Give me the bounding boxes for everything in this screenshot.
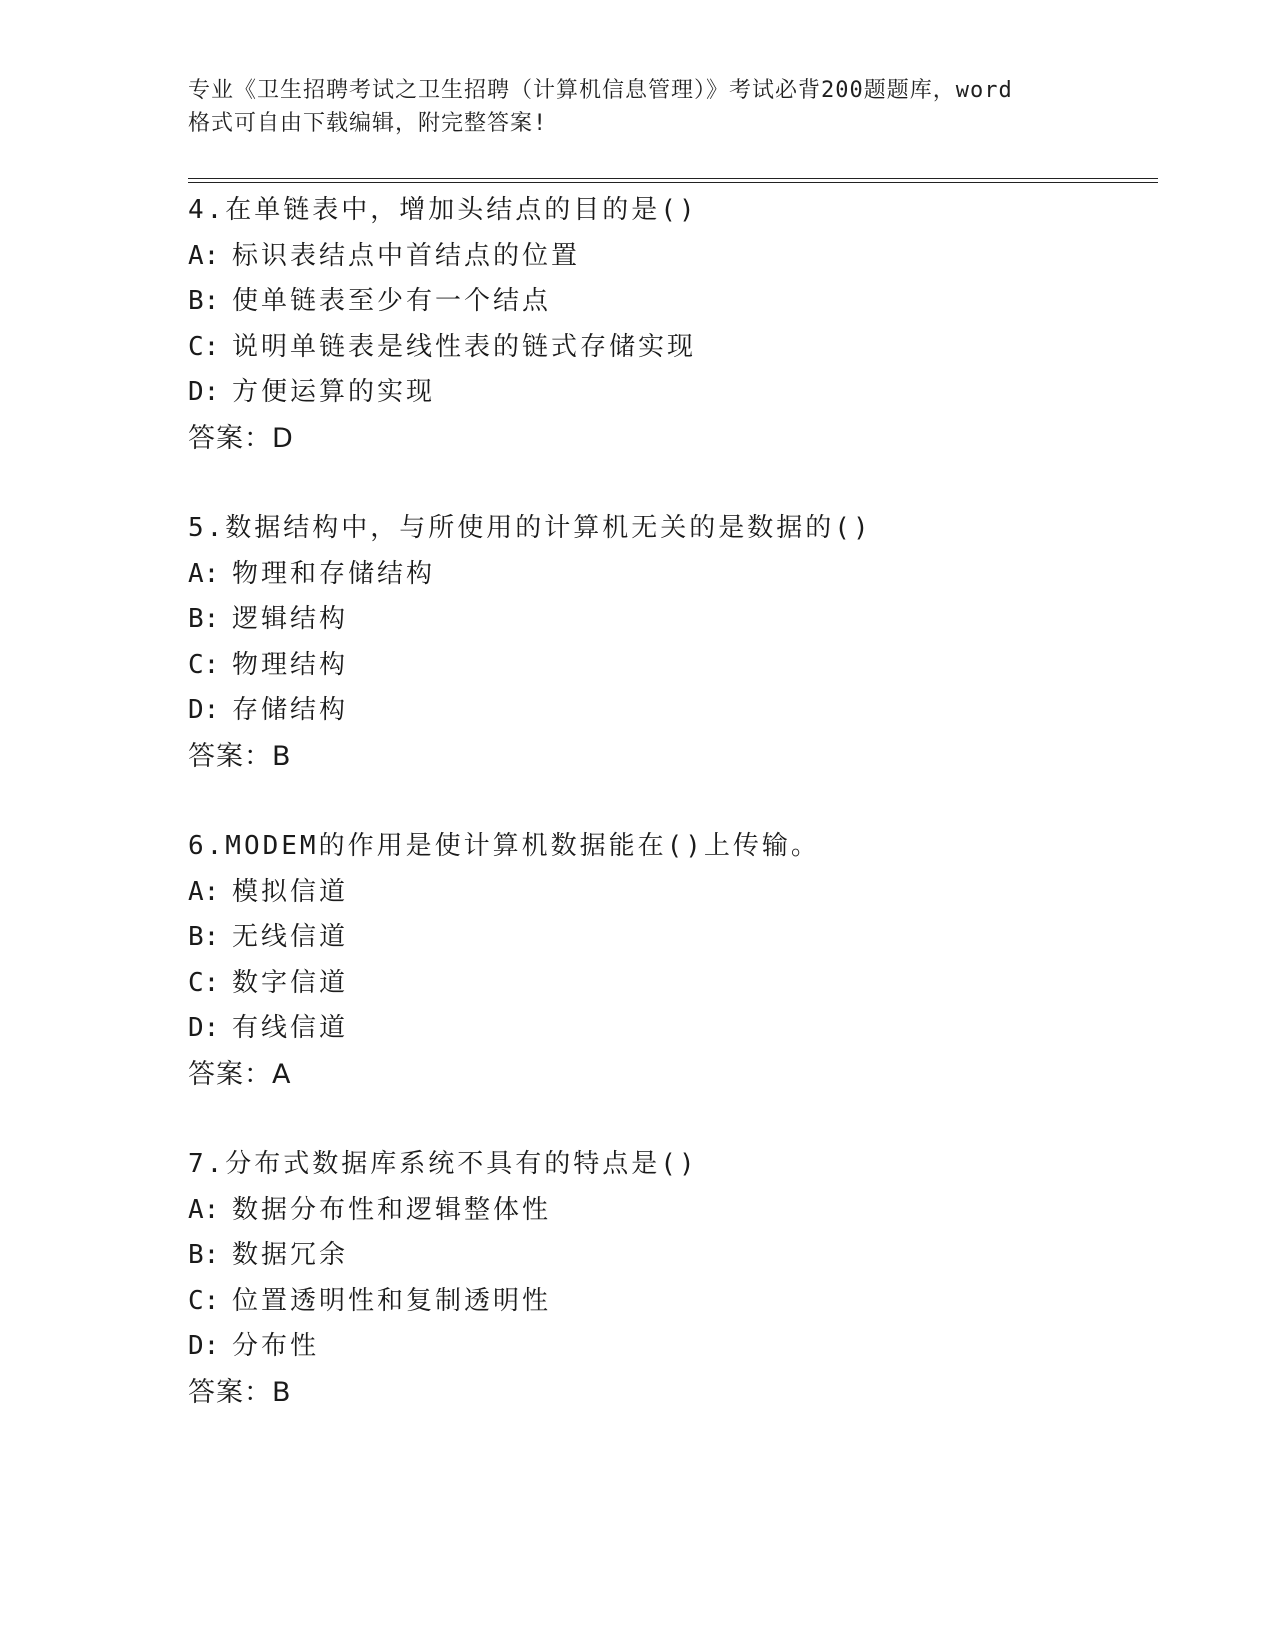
- option-letter: B:: [188, 922, 220, 952]
- divider-line-bottom: [188, 182, 1158, 183]
- option-letter: D:: [188, 1331, 220, 1361]
- option-a: [188, 1188, 1138, 1234]
- option-letter: B:: [188, 604, 220, 634]
- question-5: [188, 506, 1138, 779]
- option-text: 数字信道: [232, 967, 349, 998]
- option-letter: C:: [188, 967, 220, 998]
- option-text: 物理结构: [232, 649, 349, 680]
- option-d: [188, 370, 1138, 416]
- option-a: [188, 870, 1138, 916]
- question-stem: 5.数据结构中，与所使用的计算机无关的是数据的(): [188, 513, 872, 543]
- option-b: [188, 1233, 1138, 1279]
- option-letter: C:: [188, 649, 220, 680]
- question-4: [188, 188, 1138, 461]
- option-b: [188, 915, 1138, 961]
- option-text: 标识表结点中首结点的位置: [232, 240, 581, 271]
- option-letter: C:: [188, 331, 220, 362]
- header-line-1: 专业《卫生招聘考试之卫生招聘（计算机信息管理）》考试必背200题题库，word: [188, 78, 1013, 103]
- option-text: 存储结构: [232, 695, 349, 725]
- question-list: [188, 188, 1138, 1460]
- option-d: [188, 688, 1138, 734]
- option-b: [188, 597, 1138, 643]
- option-letter: A:: [188, 558, 220, 589]
- option-b: [188, 279, 1138, 325]
- option-letter: D:: [188, 695, 220, 725]
- option-letter: A:: [188, 876, 220, 907]
- option-text: 使单链表至少有一个结点: [232, 286, 552, 316]
- option-a: [188, 234, 1138, 280]
- option-letter: A:: [188, 240, 220, 271]
- option-text: 说明单链表是线性表的链式存储实现: [232, 331, 697, 362]
- question-stem: 4.在单链表中，增加头结点的目的是(): [188, 195, 698, 225]
- option-letter: D:: [188, 1013, 220, 1043]
- option-text: 方便运算的实现: [232, 377, 436, 407]
- option-c: [188, 1279, 1138, 1325]
- header-line-2: 格式可自由下载编辑，附完整答案!: [188, 111, 548, 136]
- option-text: 模拟信道: [232, 876, 349, 907]
- option-text: 数据分布性和逻辑整体性: [232, 1194, 552, 1225]
- question-stem: 6.MODEM的作用是使计算机数据能在()上传输。: [188, 831, 820, 861]
- answer-line: 答案：B: [188, 1376, 292, 1408]
- option-c: [188, 643, 1138, 689]
- option-text: 位置透明性和复制透明性: [232, 1285, 552, 1316]
- option-letter: B:: [188, 286, 220, 316]
- question-7: [188, 1142, 1138, 1415]
- answer-line: 答案：D: [188, 422, 294, 454]
- question-6: [188, 824, 1138, 1097]
- option-letter: D:: [188, 377, 220, 407]
- answer-line: 答案：B: [188, 740, 292, 772]
- option-c: [188, 961, 1138, 1007]
- document-header: [188, 74, 1108, 140]
- option-text: 无线信道: [232, 922, 349, 952]
- option-text: 逻辑结构: [232, 604, 349, 634]
- option-text: 分布性: [232, 1331, 320, 1361]
- option-text: 有线信道: [232, 1013, 349, 1043]
- answer-line: 答案：A: [188, 1058, 292, 1090]
- option-text: 物理和存储结构: [232, 558, 436, 589]
- option-letter: B:: [188, 1240, 220, 1270]
- divider-line-top: [188, 178, 1158, 179]
- option-d: [188, 1324, 1138, 1370]
- option-d: [188, 1006, 1138, 1052]
- question-stem: 7.分布式数据库系统不具有的特点是(): [188, 1149, 698, 1179]
- header-divider: [188, 178, 1158, 184]
- option-letter: A:: [188, 1194, 220, 1225]
- option-c: [188, 325, 1138, 371]
- option-text: 数据冗余: [232, 1240, 349, 1270]
- option-a: [188, 552, 1138, 598]
- option-letter: C:: [188, 1285, 220, 1316]
